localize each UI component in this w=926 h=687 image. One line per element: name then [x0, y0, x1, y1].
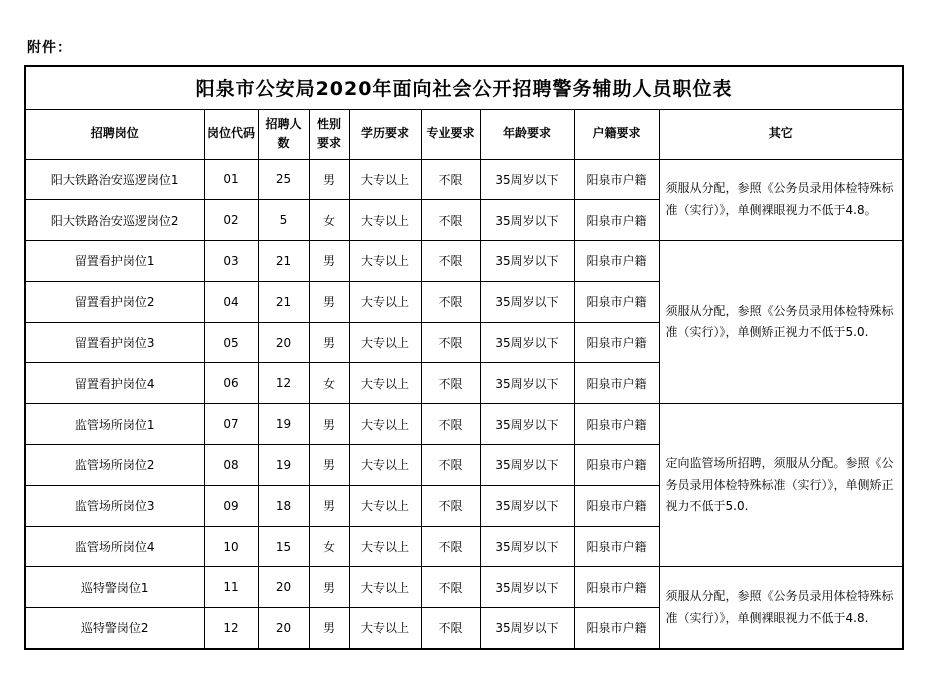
position-cell: 巡特警岗位2: [25, 608, 204, 649]
education-cell: 大专以上: [349, 281, 421, 322]
position-cell: 巡特警岗位1: [25, 567, 204, 608]
count-cell: 12: [258, 363, 309, 404]
column-header-4: 学历要求: [349, 109, 421, 159]
age-cell: 35周岁以下: [480, 526, 574, 567]
recruitment-table: [24, 65, 904, 650]
column-header-6: 年龄要求: [480, 109, 574, 159]
code-cell: 05: [204, 322, 258, 363]
major-cell: 不限: [421, 241, 480, 282]
count-cell: 21: [258, 241, 309, 282]
attachment-label: 附件：: [27, 40, 72, 56]
code-cell: 01: [204, 159, 258, 200]
major-cell: 不限: [421, 526, 480, 567]
residence-cell: 阳泉市户籍: [574, 567, 659, 608]
education-cell: 大专以上: [349, 159, 421, 200]
column-header-1: 岗位代码: [204, 109, 258, 159]
column-header-8: 其它: [659, 109, 903, 159]
gender-cell: 男: [309, 241, 349, 282]
count-cell: 21: [258, 281, 309, 322]
other-requirements-cell: 须服从分配，参照《公务员录用体检特殊标准（实行）》，单侧裸眼视力不低于4.8。: [659, 159, 903, 241]
age-cell: 35周岁以下: [480, 608, 574, 649]
column-header-3: 性别要求: [309, 109, 349, 159]
education-cell: 大专以上: [349, 526, 421, 567]
age-cell: 35周岁以下: [480, 445, 574, 486]
major-cell: 不限: [421, 404, 480, 445]
gender-cell: 男: [309, 322, 349, 363]
other-requirements-cell: 定向监管场所招聘，须服从分配。参照《公务员录用体检特殊标准（实行）》，单侧矫正视力不低于5.0.: [659, 404, 903, 567]
residence-cell: 阳泉市户籍: [574, 404, 659, 445]
other-requirements-cell: 须服从分配，参照《公务员录用体检特殊标准（实行）》，单侧裸眼视力不低于4.8.: [659, 567, 903, 649]
code-cell: 03: [204, 241, 258, 282]
table-row: [25, 567, 903, 608]
count-cell: 19: [258, 445, 309, 486]
count-cell: 20: [258, 567, 309, 608]
position-cell: 监管场所岗位1: [25, 404, 204, 445]
residence-cell: 阳泉市户籍: [574, 322, 659, 363]
gender-cell: 女: [309, 200, 349, 241]
gender-cell: 男: [309, 159, 349, 200]
code-cell: 12: [204, 608, 258, 649]
gender-cell: 男: [309, 608, 349, 649]
major-cell: 不限: [421, 281, 480, 322]
table-title-row: [25, 66, 903, 109]
major-cell: 不限: [421, 567, 480, 608]
position-cell: 监管场所岗位3: [25, 485, 204, 526]
gender-cell: 男: [309, 404, 349, 445]
age-cell: 35周岁以下: [480, 363, 574, 404]
education-cell: 大专以上: [349, 241, 421, 282]
position-cell: 阳大铁路治安巡逻岗位2: [25, 200, 204, 241]
gender-cell: 男: [309, 445, 349, 486]
code-cell: 07: [204, 404, 258, 445]
table-title: 阳泉市公安局2020年面向社会公开招聘警务辅助人员职位表: [25, 66, 903, 109]
code-cell: 04: [204, 281, 258, 322]
position-cell: 监管场所岗位4: [25, 526, 204, 567]
count-cell: 19: [258, 404, 309, 445]
major-cell: 不限: [421, 445, 480, 486]
residence-cell: 阳泉市户籍: [574, 608, 659, 649]
education-cell: 大专以上: [349, 608, 421, 649]
table-row: [25, 241, 903, 282]
residence-cell: 阳泉市户籍: [574, 241, 659, 282]
table-row: [25, 404, 903, 445]
column-header-5: 专业要求: [421, 109, 480, 159]
gender-cell: 男: [309, 281, 349, 322]
position-cell: 留置看护岗位2: [25, 281, 204, 322]
major-cell: 不限: [421, 485, 480, 526]
position-cell: 留置看护岗位4: [25, 363, 204, 404]
major-cell: 不限: [421, 608, 480, 649]
residence-cell: 阳泉市户籍: [574, 526, 659, 567]
table-row: [25, 159, 903, 200]
gender-cell: 女: [309, 526, 349, 567]
residence-cell: 阳泉市户籍: [574, 363, 659, 404]
residence-cell: 阳泉市户籍: [574, 200, 659, 241]
age-cell: 35周岁以下: [480, 281, 574, 322]
residence-cell: 阳泉市户籍: [574, 159, 659, 200]
education-cell: 大专以上: [349, 404, 421, 445]
count-cell: 20: [258, 608, 309, 649]
education-cell: 大专以上: [349, 322, 421, 363]
residence-cell: 阳泉市户籍: [574, 281, 659, 322]
code-cell: 09: [204, 485, 258, 526]
position-cell: 留置看护岗位1: [25, 241, 204, 282]
major-cell: 不限: [421, 363, 480, 404]
position-cell: 留置看护岗位3: [25, 322, 204, 363]
education-cell: 大专以上: [349, 363, 421, 404]
count-cell: 5: [258, 200, 309, 241]
age-cell: 35周岁以下: [480, 322, 574, 363]
education-cell: 大专以上: [349, 567, 421, 608]
column-header-7: 户籍要求: [574, 109, 659, 159]
major-cell: 不限: [421, 200, 480, 241]
code-cell: 11: [204, 567, 258, 608]
age-cell: 35周岁以下: [480, 241, 574, 282]
other-requirements-cell: 须服从分配，参照《公务员录用体检特殊标准（实行）》，单侧矫正视力不低于5.0.: [659, 241, 903, 404]
residence-cell: 阳泉市户籍: [574, 485, 659, 526]
age-cell: 35周岁以下: [480, 567, 574, 608]
count-cell: 25: [258, 159, 309, 200]
count-cell: 15: [258, 526, 309, 567]
age-cell: 35周岁以下: [480, 485, 574, 526]
education-cell: 大专以上: [349, 445, 421, 486]
age-cell: 35周岁以下: [480, 200, 574, 241]
residence-cell: 阳泉市户籍: [574, 445, 659, 486]
count-cell: 18: [258, 485, 309, 526]
gender-cell: 男: [309, 567, 349, 608]
education-cell: 大专以上: [349, 485, 421, 526]
position-cell: 阳大铁路治安巡逻岗位1: [25, 159, 204, 200]
position-cell: 监管场所岗位2: [25, 445, 204, 486]
major-cell: 不限: [421, 159, 480, 200]
gender-cell: 女: [309, 363, 349, 404]
column-header-0: 招聘岗位: [25, 109, 204, 159]
column-header-2: 招聘人数: [258, 109, 309, 159]
code-cell: 10: [204, 526, 258, 567]
education-cell: 大专以上: [349, 200, 421, 241]
code-cell: 08: [204, 445, 258, 486]
table-header-row: [25, 109, 903, 159]
age-cell: 35周岁以下: [480, 159, 574, 200]
age-cell: 35周岁以下: [480, 404, 574, 445]
code-cell: 02: [204, 200, 258, 241]
major-cell: 不限: [421, 322, 480, 363]
count-cell: 20: [258, 322, 309, 363]
code-cell: 06: [204, 363, 258, 404]
gender-cell: 男: [309, 485, 349, 526]
